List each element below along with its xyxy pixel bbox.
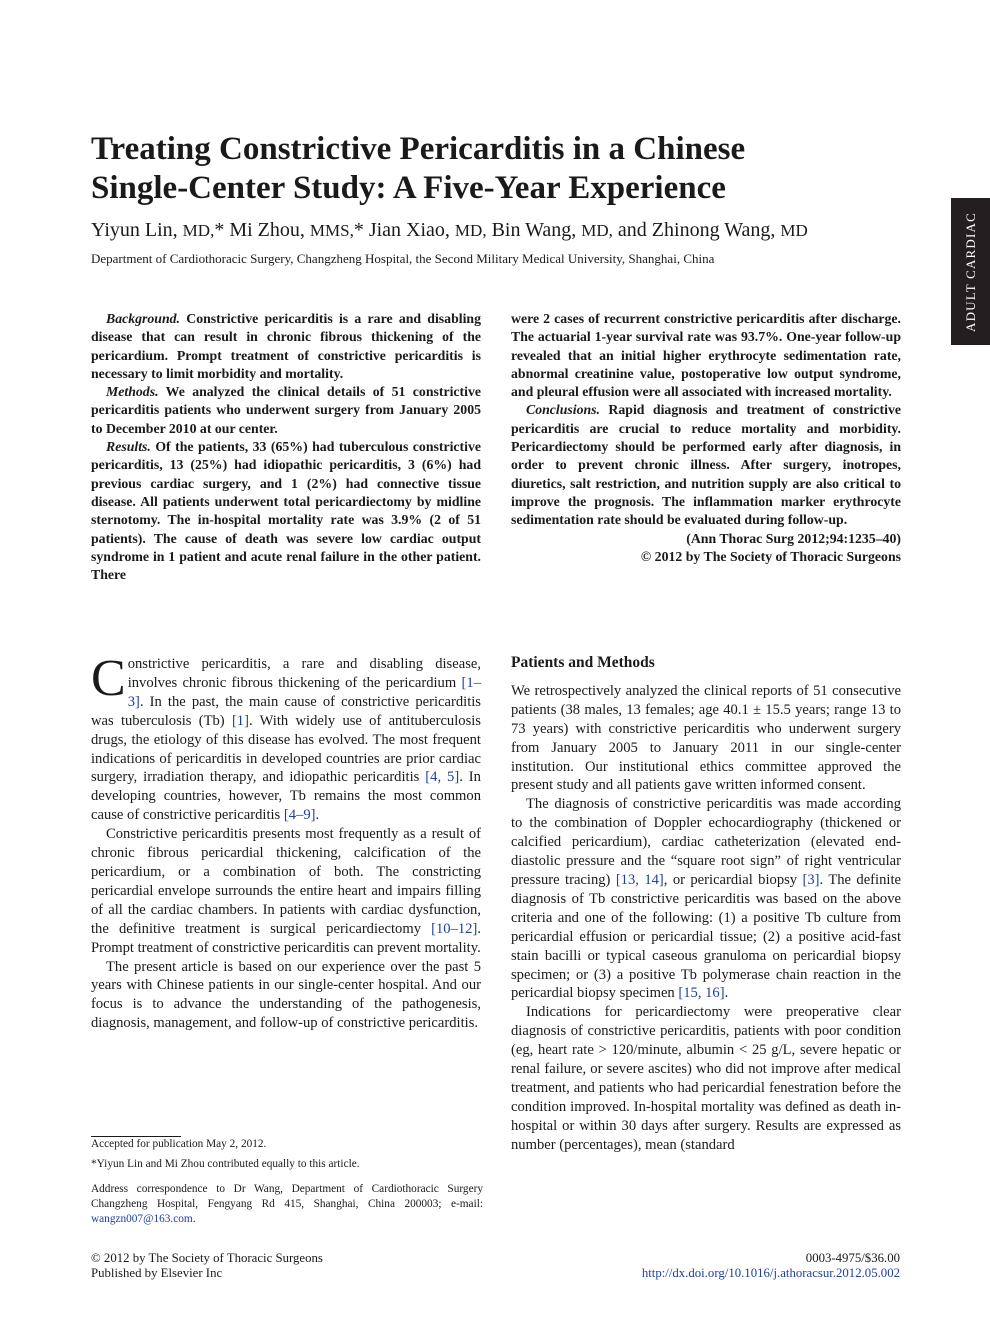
author-list (91, 217, 911, 244)
reference-link[interactable]: [15, 16] (678, 985, 725, 1002)
author-separator: * (353, 219, 369, 241)
reference-link[interactable]: [4, 5] (425, 769, 460, 786)
journal-citation: (Ann Thorac Surg 2012;94:1235–40) (686, 530, 901, 546)
body-text: The diagnosis of constrictive pericarditis was made according to the combination of Doppler echocardiography (thickened or calcified pericardium), cardiac catheterization (elevated end-diastolic pressure and the “square root sign” of right ventricular pressure tracing) (511, 796, 901, 888)
body-text: . With widely use of antituberculosis drugs, the etiology of this disease has evolved. The most frequent indications of pericarditis in developed countries are prior cardiac surgery, irradiation therapy, and idiopathic pericarditis (91, 712, 481, 786)
title-line-1: Treating Constrictive Pericarditis in a Chinese (91, 131, 746, 167)
abstract-results-cont: were 2 cases of recurrent constrictive pericarditis after discharge. The actuarial 1-year survival rate was 93.7%. One-year follow-up revealed that an initial higher erythrocyte sedimentation rate, abnormal creatinine value, postoperative low output syndrome, and pleural effusion were all associated with increased mortality. (511, 311, 901, 400)
abstract-text: Of the patients, 33 (65%) had tuberculous constrictive pericarditis, 13 (25%) had idiopathic pericarditis, 3 (6%) had previous cardiac surgery, and 1 (2%) had connective tissue disease. All patients underwent total pericardiectomy by midline sternotomy. The in-hospital mortality rate was 3.9% (2 of 51 patients). The cause of death was severe low cardiac output syndrome in 1 patient and acute renal failure in the other patient. There (91, 439, 481, 583)
drop-cap: C (91, 650, 126, 707)
intro-paragraph-1 (91, 650, 481, 825)
body-text: onstrictive pericarditis, a rare and disabling disease, involves chronic fibrous thickening of the pericardium (127, 656, 481, 691)
methods-paragraph-2 (511, 795, 901, 1003)
abstract-column-left (91, 310, 481, 584)
footer-publisher: Published by Elsevier Inc (91, 1266, 223, 1280)
doi-link[interactable]: http://dx.doi.org/10.1016/j.athoracsur.2012.05.002 (641, 1266, 900, 1280)
affiliation: Department of Cardiothoracic Surgery, Changzheng Hospital, the Second Military Medical University, Shanghai, China (91, 251, 715, 266)
abstract-text: Constrictive pericarditis is a rare and disabling disease that can result in chronic fibrous thickening of the pericardium. Prompt treatment of constrictive pericarditis is necessary to limit morbidity and mortality. (91, 311, 481, 381)
abstract-results (91, 438, 481, 584)
body-text: Constrictive pericarditis presents most frequently as a result of chronic fibrous pericardial thickening, calcification of the pericardium, or a combination of both. The constricting pericardial envelope surrounds the entire heart and impairs filling of all the cardiac chambers. In patients with cardiac dysfunction, the definitive treatment is surgical pericardiectomy (91, 826, 481, 937)
reference-link[interactable]: [4–9] (283, 807, 316, 824)
abstract-label: Background. (106, 311, 180, 326)
abstract-conclusions (511, 401, 901, 529)
author-separator: * (214, 219, 230, 241)
reference-link[interactable]: [3] (802, 871, 820, 888)
author-degree: MD, (581, 221, 613, 240)
body-text: . In developing countries, however, Tb remains the most common cause of constrictive pericarditis (91, 769, 481, 824)
body-text: . (315, 807, 320, 824)
abstract-methods (91, 383, 481, 438)
footnote-correspondence (91, 1182, 483, 1227)
methods-paragraph-3: Indications for pericardiectomy were preoperative clear diagnosis of constrictive pericarditis, patients with poor condition (eg, heart rate > 120/minute, albumin < 25 g/L, severe hepatic or renal failure, or severe ascites) who did not improve after medical treatment, and patients who had pericardial fenestration before the condition improved. In-hospital mortality was defined as death in-hospital or within 30 days after surgery. Results are expressed as number (percentages), mean (standard (511, 1004, 901, 1153)
footnote-text: . (192, 1213, 196, 1225)
footnote-equal-contribution: *Yiyun Lin and Mi Zhou contributed equally to this article. (91, 1158, 360, 1170)
page-footer-right (642, 1251, 900, 1281)
footer-copyright: © 2012 by The Society of Thoracic Surgeons (91, 1251, 323, 1265)
body-text: . Prompt treatment of constrictive pericarditis can prevent mortality. (91, 920, 481, 956)
abstract-label: Methods. (106, 384, 159, 400)
title-line-2: Single-Center Study: A Five-Year Experience (91, 170, 726, 206)
abstract-text: Rapid diagnosis and treatment of constrictive pericarditis are crucial to reduce mortality and morbidity. Pericardiectomy should be performed early after diagnosis, in order to prevent chronic illness. After surgery, inotropes, diuretics, salt restriction, and nutrition supply are also critical to improve the prognosis. The inflammation marker erythrocyte sedimentation rate should be evaluated during follow-up. (511, 402, 901, 528)
reference-link[interactable]: [1] (231, 712, 249, 729)
author-name: Jian Xiao, (368, 219, 455, 241)
intro-paragraph-2 (91, 825, 481, 957)
section-tab-label: ADULT CARDIAC (962, 211, 978, 332)
intro-column (91, 650, 481, 1033)
author-degree: MD, (182, 221, 215, 240)
reference-link[interactable]: [10–12] (431, 920, 478, 937)
page-footer-left (91, 1251, 323, 1281)
reference-link[interactable]: [1–3] (127, 674, 481, 710)
body-text: . In the past, the main cause of constrictive pericarditis was tuberculosis (Tb) (91, 693, 481, 729)
section-heading: Patients and Methods (511, 654, 655, 671)
abstract-text: We analyzed the clinical details of 51 constrictive pericarditis patients who underwent surgery from January 2005 to December 2010 at our center. (91, 384, 481, 436)
body-text: . The definite diagnosis of Tb constrictive pericarditis was based on the above criteria and one of the following: (1) a positive Tb culture from pericardial effusion or pericardial tissue; (2) a positive acid-fast stain bacilli or typical caseous granuloma on pericardial biopsy specimen; or (3) a positive Tb polymerase chain reaction in the pericardial biopsy specimen (511, 871, 901, 1002)
abstract-label: Results. (106, 439, 151, 455)
author-name: Bin Wang, (491, 219, 582, 241)
footer-issn: 0003-4975/$36.00 (805, 1251, 900, 1265)
methods-column (511, 654, 901, 1155)
abstract-background (91, 310, 481, 383)
intro-paragraph-3: The present article is based on our experience over the past 5 years with Chinese patients in our single-center hospital. And our focus is to advance the understanding of the pathogenesis, diagnosis, management, and follow-up of constrictive pericarditis. (91, 958, 481, 1032)
article-title (91, 130, 871, 208)
author-name: and Zhinong Wang, (617, 219, 781, 241)
abstract-column-right (511, 310, 901, 566)
author-degree: MD, (454, 221, 487, 240)
footnote-text: Address correspondence to Dr Wang, Department of Cardiothoracic Surgery Changzheng Hospital, Fengyang Rd 415, Shanghai, China 200003; e-mail: (91, 1183, 483, 1210)
author-name: Mi Zhou, (229, 219, 310, 241)
body-text: . (724, 985, 729, 1002)
author-degree: MD (780, 221, 808, 240)
section-tab (951, 198, 990, 345)
email-link[interactable]: wangzn007@163.com (91, 1213, 193, 1225)
methods-paragraph-1: We retrospectively analyzed the clinical reports of 51 consecutive patients (38 males, 13 females; age 40.1 ± 15.5 years; range 13 to 73 years) with constrictive pericarditis who underwent surgery from January 2005 to January 2011 in our single-center institution. Our institutional ethics committee approved the present study and all patients gave written informed consent. (511, 682, 901, 794)
footnote-accepted: Accepted for publication May 2, 2012. (91, 1138, 267, 1150)
reference-link[interactable]: [13, 14] (615, 871, 664, 888)
author-degree: MMS, (309, 221, 354, 240)
abstract-label: Conclusions. (526, 402, 600, 418)
body-text: , or pericardial biopsy (663, 871, 803, 888)
author-name: Yiyun Lin, (91, 219, 183, 241)
abstract-copyright: © 2012 by The Society of Thoracic Surgeons (640, 548, 901, 564)
